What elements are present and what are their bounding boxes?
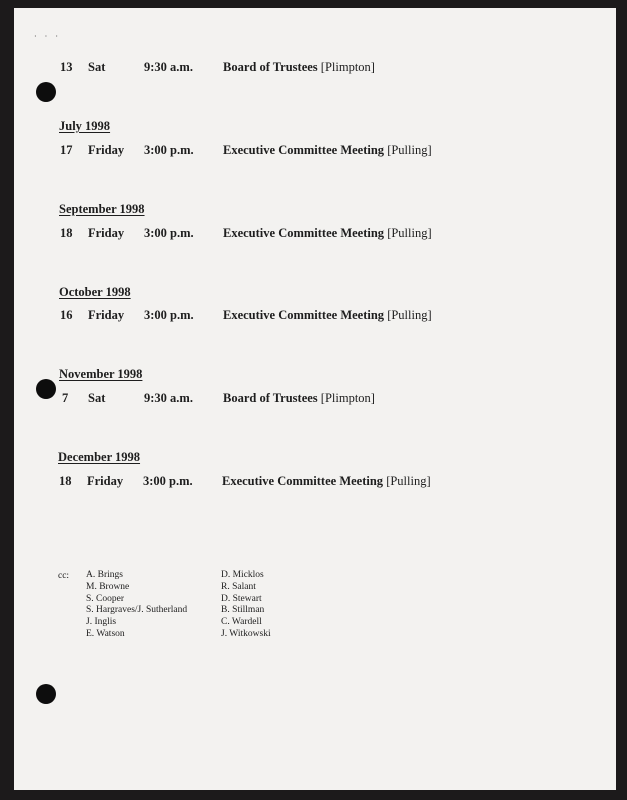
entry-event: Executive Committee Meeting [223, 143, 385, 157]
entry-weekday: Sat [88, 60, 106, 74]
entry-location: [Plimpton] [320, 391, 375, 405]
punch-hole-top [36, 82, 56, 102]
entry-event: Executive Committee Meeting [222, 474, 384, 488]
cc-recipient: S. Cooper [86, 593, 124, 604]
cc-recipient: R. Salant [221, 581, 256, 592]
cc-recipient: S. Hargraves/J. Sutherland [86, 605, 188, 616]
entry-weekday: Sat [88, 391, 106, 405]
entry-location: [Pulling] [387, 143, 432, 157]
cc-recipient: D. Stewart [221, 593, 262, 604]
cc-recipient: D. Micklos [221, 570, 264, 580]
cc-recipient: J. Inglis [86, 617, 117, 628]
header-marks: · · · [34, 32, 61, 41]
entry-day: 16 [60, 308, 73, 322]
entry-weekday: Friday [88, 143, 125, 157]
entry-event: Board of Trustees [223, 391, 318, 405]
entry-time: 9:30 a.m. [144, 60, 193, 74]
entry-location: [Pulling] [387, 226, 432, 240]
cc-list-left [86, 570, 187, 641]
cc-recipient: A. Brings [86, 570, 123, 580]
month-heading: September 1998 [59, 202, 145, 216]
month-heading: December 1998 [58, 450, 141, 464]
cc-label: cc: [58, 571, 70, 581]
entry-time: 9:30 a.m. [144, 391, 193, 405]
cc-recipient: B. Stillman [221, 605, 265, 616]
entry-event: Executive Committee Meeting [223, 308, 385, 322]
entry-weekday: Friday [87, 474, 124, 488]
entry-time: 3:00 p.m. [144, 308, 194, 322]
month-heading: July 1998 [59, 119, 111, 133]
entry-weekday: Friday [88, 226, 125, 240]
month-heading: November 1998 [59, 367, 143, 381]
cc-recipient: M. Browne [86, 581, 130, 592]
entry-event: Executive Committee Meeting [223, 226, 385, 240]
cc-recipient: J. Witkowski [221, 628, 271, 639]
entry-day: 13 [60, 60, 73, 74]
cc-recipient: C. Wardell [221, 617, 262, 628]
entry-weekday: Friday [88, 308, 125, 322]
entry-day: 17 [60, 143, 73, 157]
entry-location: [Pulling] [387, 308, 432, 322]
entry-day: 18 [59, 474, 72, 488]
cc-recipient: E. Watson [86, 628, 125, 639]
punch-hole-bottom [36, 684, 56, 704]
entry-time: 3:00 p.m. [144, 226, 194, 240]
entry-location: [Pulling] [386, 474, 431, 488]
entry-day: 7 [62, 391, 69, 405]
cc-list-right [221, 570, 271, 641]
punch-hole-middle [36, 379, 56, 399]
entry-day: 18 [60, 226, 73, 240]
entry-time: 3:00 p.m. [143, 474, 193, 488]
entry-time: 3:00 p.m. [144, 143, 194, 157]
month-heading: October 1998 [59, 285, 131, 299]
entry-location: [Plimpton] [320, 60, 375, 74]
document-page [14, 8, 616, 790]
entry-event: Board of Trustees [223, 60, 318, 74]
